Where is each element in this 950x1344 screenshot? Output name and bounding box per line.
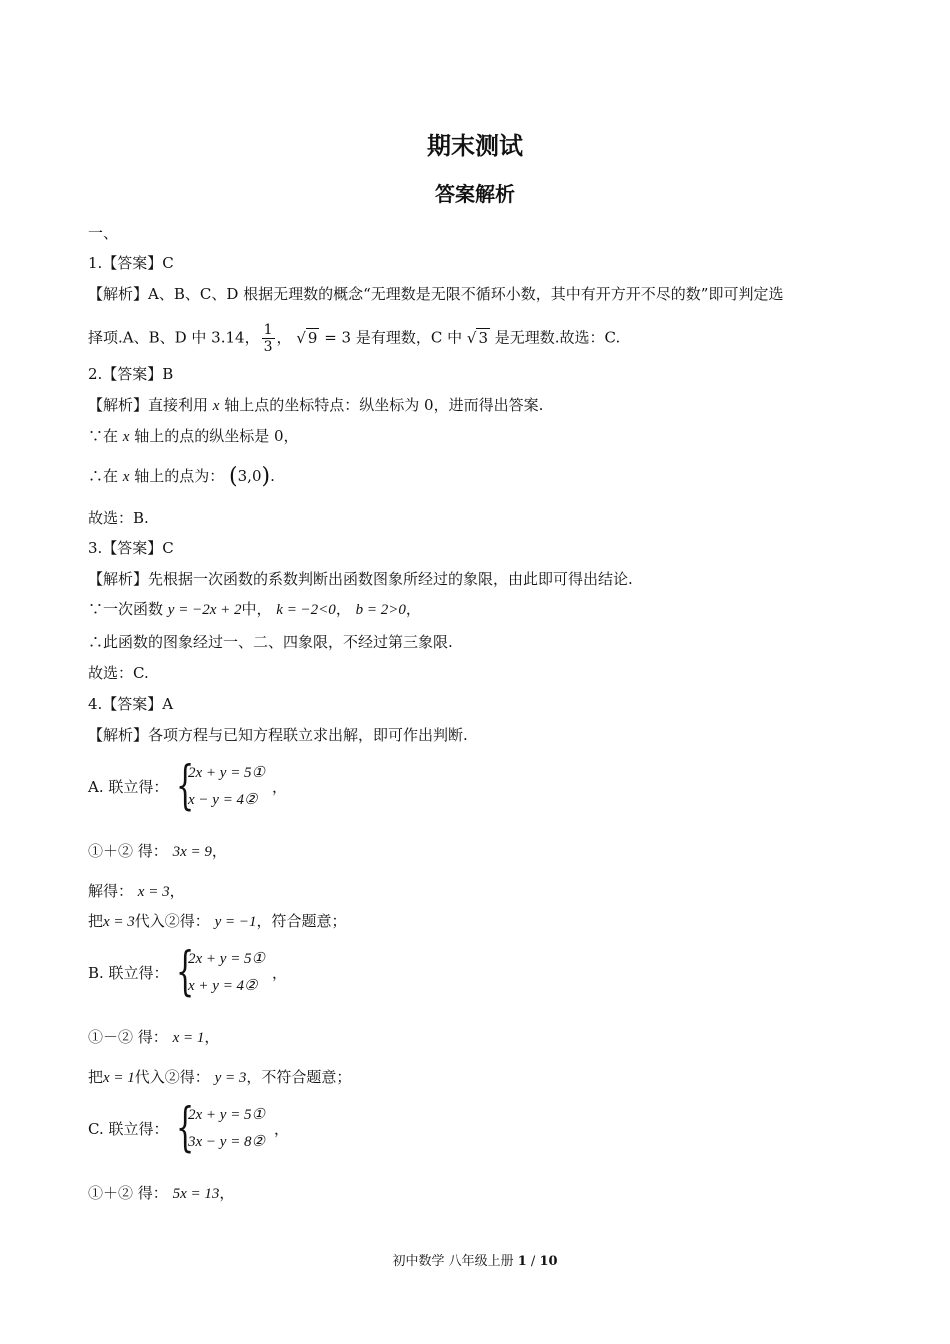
page-footer: 初中数学 八年级上册 1 / 10 [392, 1254, 558, 1269]
equation-system-c: { 2x + y = 5① 3x − y = 8② ， [176, 1098, 290, 1158]
q3-therefore: ∴此函数的图象经过一、二、四象限，不经过第三象限. [88, 633, 453, 651]
equation-system-b: { 2x + y = 5① x + y = 4② ， [176, 942, 288, 1002]
sqrt-three: √ 3 [466, 328, 488, 347]
q4-a-step1: ①＋② 得： 3x = 9， [88, 842, 227, 860]
brace-icon: { [176, 942, 195, 1002]
q2-therefore: ∴在 x 轴上的点为： (3,0). [88, 464, 275, 489]
q4-b-step1: ①－② 得： x = 1， [88, 1028, 220, 1046]
q3-analysis: 【解析】先根据一次函数的系数判断出函数图象所经过的象限，由此即可得出结论. [88, 570, 633, 588]
q3-choice: 故选：C. [88, 664, 149, 682]
q3-answer: 3.【答案】C [88, 539, 174, 557]
page-number: 1 [517, 1254, 527, 1269]
q4-option-c-label: C. 联立得： [88, 1120, 169, 1138]
section-heading: 一、 [88, 224, 119, 242]
q4-option-b-label: B. 联立得： [88, 964, 169, 982]
brace-icon: { [176, 1098, 195, 1158]
q1-answer: 1.【答案】C [88, 254, 174, 272]
q2-analysis: 【解析】直接利用 x 轴上点的坐标特点：纵坐标为 0，进而得出答案. [88, 396, 544, 414]
q4-c-step1: ①＋② 得： 5x = 13， [88, 1184, 235, 1202]
q4-answer: 4.【答案】A [88, 695, 174, 713]
q4-a-step2: 解得： x = 3， [88, 882, 185, 900]
fraction-one-third: $\frac{1}{3}$ [263, 322, 273, 355]
q4-a-step3: 把x = 3代入②得： y = −1，符合题意； [88, 912, 347, 930]
q4-b-step2: 把x = 1代入②得： y = 3，不符合题意； [88, 1068, 352, 1086]
brace-icon: { [176, 756, 195, 816]
q2-because: ∵在 x 轴上的点的纵坐标是 0， [88, 427, 299, 445]
q2-choice: 故选：B. [88, 509, 149, 527]
q4-option-a-label: A. 联立得： [88, 778, 169, 796]
page-total: 10 [539, 1254, 558, 1269]
equation-system-a: { 2x + y = 5① x − y = 4② ， [176, 756, 288, 816]
point-coordinates: 3,0 [237, 467, 262, 485]
page-subtitle: 答案解析 [435, 182, 515, 206]
q3-because: ∵一次函数 y = −2x + 2中， k = −2<0， b = 2>0， [88, 600, 421, 618]
q1-analysis-line2: 择项.A、B、D 中 3.14， $\frac{1}{3}$ ， √ 9 = 3 是有理数，C 中 √ 3 是无理数.故选：C. [88, 322, 621, 355]
sqrt-nine: √ 9 [296, 328, 318, 347]
q2-answer: 2.【答案】B [88, 365, 174, 383]
q4-analysis: 【解析】各项方程与已知方程联立求出解，即可作出判断. [88, 726, 468, 744]
page-title: 期末测试 [427, 132, 523, 160]
q1-analysis-line1: 【解析】A、B、C、D 根据无理数的概念“无理数是无限不循环小数，其中有开方开不尽的数”即可判定选 [88, 285, 784, 303]
